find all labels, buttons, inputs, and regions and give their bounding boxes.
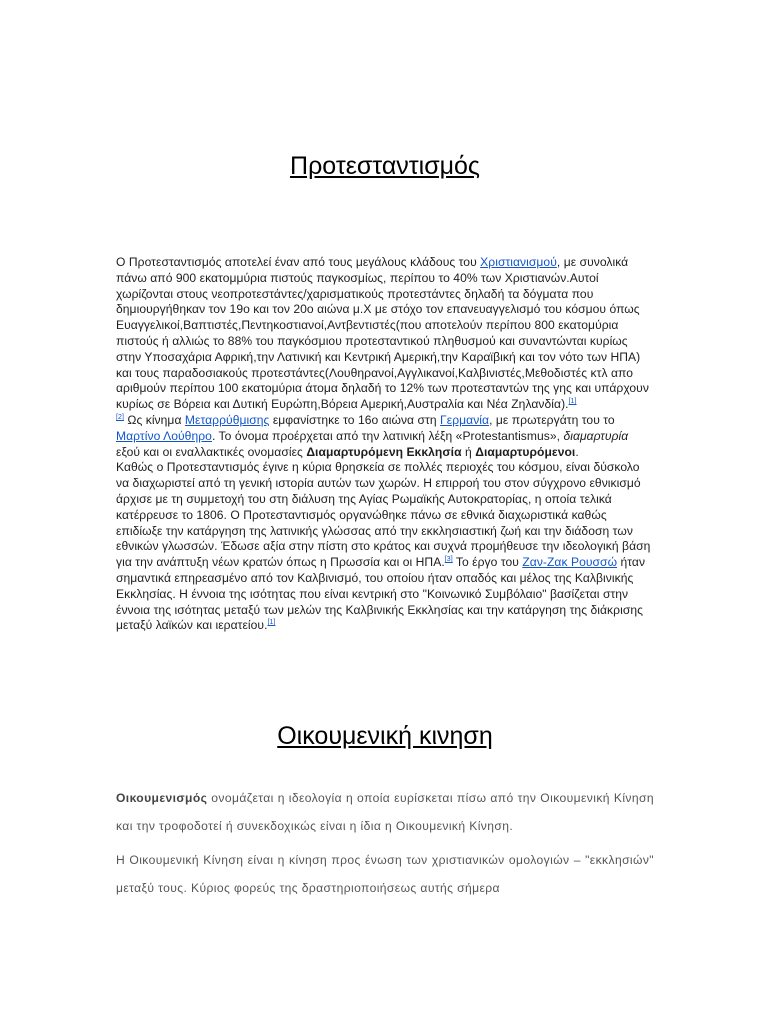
paragraph-history: Καθώς ο Προτεσταντισμός έγινε η κύρια θρησκεία σε πολλές περιοχές του κόσμου, είναι δύσκολο να διαχωριστεί από τη γενική ιστορία αυτών των χωρών. Η επιρροή του στον σύγχρονο εθνικισμό άρχισε με τη συμμετοχή του στη διάλυση της Αγίας Ρωμαϊκής Αυτοκρατορίας, η οποία τελικά κατέρρευσε το 1806. Ο Προτεσταντισμός οργανώθηκε πάνω σε εθνικά διαχωριστικά καθώς επιδίωξε την κατάργηση της λατινικής γλώσσας από την εκκλησιαστική ζωή και την διάδοση των εθνικών γλωσσών. Έδωσε αξία στην πίστη στο κράτος και συχνά προμήθευσε την ιδεολογική βάση για την ανάπτυξη νέων κρατών όπως η Πρωσσία και οι ΗΠΑ.[3] Το έργο του Ζαν-Ζακ Ρουσσώ ήταν σημαντικά επηρεασμένο από τον Καλβινισμό, του οποίου ήταν οπαδός και μέλος της Καλβινικής Εκκλησίας. Η έννοια της ισότητας που είναι κεντρική στο "Κοινωνικό Συμβόλαιο" βασίζεται στην έννοια της ισότητας μεταξύ των μελών της Καλβινικής Εκκλησίας και την κατάργηση της διάκρισης μεταξύ λαϊκών και ιερατείου.[1]	[116, 460, 651, 633]
citation-3[interactable]: [3]	[444, 556, 453, 564]
citation-1[interactable]: [1]	[568, 398, 577, 406]
citation-4[interactable]: [1]	[267, 619, 276, 627]
paragraph-ecumenical-movement: Η Οικουμενική Κίνηση είναι η κίνηση προς ένωση των χριστιανικών ομολογιών – "εκκλησιών" μεταξύ τους. Κύριος φορεύς της δραστηριοποιήσεως αυτής σήμερα	[116, 853, 654, 895]
protestantism-body	[116, 255, 654, 634]
paragraph-ecumenism: Οικουμενισμός ονομάζεται η ιδεολογία η οποία ευρίσκεται πίσω από την Οικουμενική Κίνηση και την τροφοδοτεί ή συνεκδοχικώς είναι η ίδια η Οικουμενική Κίνηση.	[116, 791, 654, 833]
link-rousseau[interactable]: Ζαν-Ζακ Ρουσσώ	[522, 555, 618, 570]
ecumenical-body	[116, 784, 654, 902]
section-title-protestantism: Προτεσταντισμός	[290, 152, 480, 180]
citation-2[interactable]: [2]	[116, 413, 124, 421]
link-germany[interactable]: Γερμανία	[440, 412, 490, 427]
link-reformation[interactable]: Μεταρρύθμισης	[184, 412, 270, 427]
link-martin-luther[interactable]: Μαρτίνο Λούθηρο	[116, 428, 212, 443]
section-title-ecumenical: Οικουμενική κινηση	[277, 722, 493, 750]
paragraph-intro: Ο Προτεσταντισμός αποτελεί έναν από τους μεγάλους κλάδους του Χριστιανισμού, με συνολικά πάνω από 900 εκατομμύρια πιστούς παγκοσμίως, περίπου το 40% των Χριστιανών.Αυτοί χωρίζονται στους νεοπροτεστάντες/χαρισματικούς προτεστάντες δηλαδή τα δόγματα που δημιουργήθηκαν τον 19ο και τον 20ο αιώνα μ.Χ με στόχο τον επανευαγγελισμό του κόσμου όπως Ευαγγελικοί,Βαπτιστές,Πεντηκοστιανοί,Αντβεντιστές(που αποτελούν περίπου 800 εκατομύρια πιστούς ή αλλιώς το 88% του παγκόσμιου προτεσταντικού πληθυσμού και συναντώνται κυρίως στην Υποσαχάρια Αφρική,την Λατινική και Κεντρική Αμερική,την Καραϊβική και τον νότο των ΗΠΑ) και τους παραδοσιακούς προτεστάντες(Λουθηρανοί,Αγγλικανοί,Καλβινιστές,Μεθοδιστές κτλ απο αριθμούν περίπου 100 εκατομύρια άτομα δηλαδή το 12% των προτεσταντών της γης και υπάρχουν κυρίως σε Βόρεια και Δυτική Ευρώπη,Βόρεια Αμερική,Αυστραλία και Νέα Ζηλανδία).[1] [2] Ως κίνημα Μεταρρύθμισης εμφανίστηκε το 16ο αιώνα στη Γερμανία, με πρωτεργάτη του το Μαρτίνο Λούθηρο. Το όνομα προέρχεται από την λατινική λέξη «Protestantismus», διαμαρτυρία εξού και οι εναλλακτικές ονομασίες Διαμαρτυρόμενη Εκκλησία ή Διαμαρτυρόμενοι.	[116, 255, 649, 459]
link-christianity[interactable]: Χριστιανισμού	[480, 255, 557, 269]
